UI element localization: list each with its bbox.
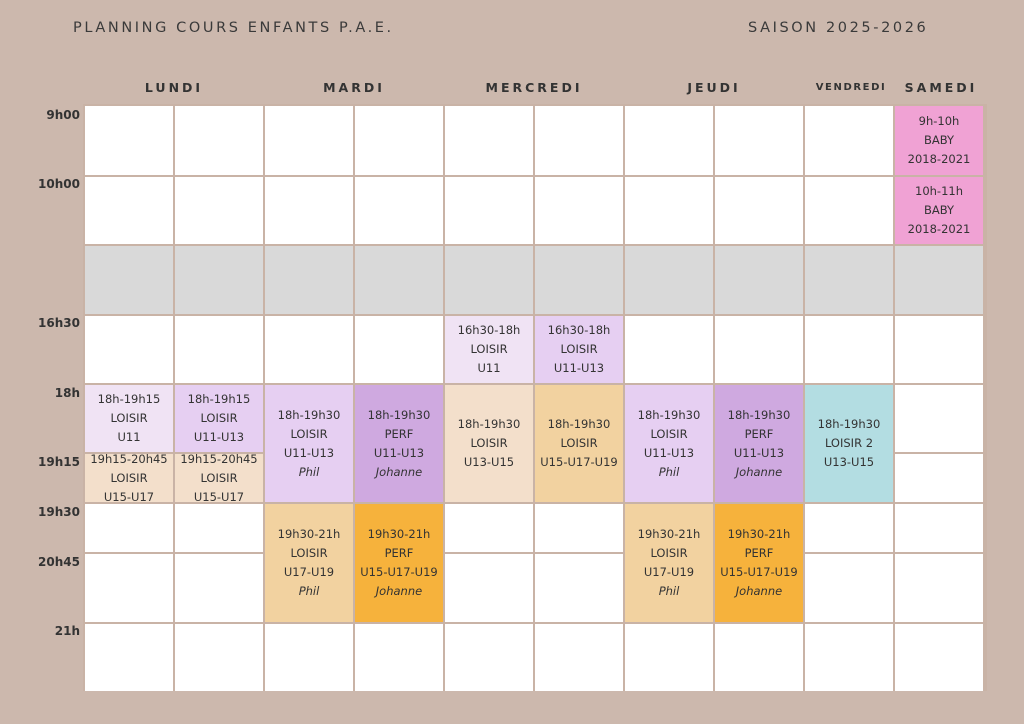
grid-cell bbox=[625, 316, 713, 383]
grid-cell bbox=[175, 177, 263, 244]
course-coach: Phil bbox=[298, 584, 320, 598]
grid-cell bbox=[895, 624, 983, 691]
course-block-mon-18-u11u13 bbox=[175, 385, 263, 452]
grid-cell bbox=[85, 554, 173, 622]
course-category: 2018-2021 bbox=[907, 222, 971, 236]
grid-cell bbox=[265, 316, 353, 383]
grid-cell bbox=[895, 504, 983, 552]
day-header-mardi: MARDI bbox=[323, 80, 385, 95]
course-category: U15-U17-U19 bbox=[360, 565, 438, 579]
course-time: 10h-11h bbox=[915, 184, 963, 198]
course-coach: Johanne bbox=[735, 584, 783, 598]
course-type: LOISIR 2 bbox=[824, 436, 874, 450]
grid-cell bbox=[265, 624, 353, 691]
course-block-wed-18-u15u19 bbox=[535, 385, 623, 502]
grid-cell bbox=[895, 316, 983, 383]
time-label-16h30: 16h30 bbox=[38, 316, 80, 330]
course-category: 2018-2021 bbox=[907, 152, 971, 166]
course-category: U15-U17 bbox=[103, 489, 155, 504]
course-block-tue-18-loisir bbox=[265, 385, 353, 502]
grid-cell bbox=[355, 106, 443, 175]
course-type: LOISIR bbox=[200, 470, 238, 485]
course-block-mon-1915-a bbox=[85, 451, 173, 504]
break-cell bbox=[175, 246, 263, 314]
time-label-19h30: 19h30 bbox=[38, 505, 80, 519]
grid-cell bbox=[715, 624, 803, 691]
course-block-mon-18-u11 bbox=[85, 385, 173, 452]
course-coach: Johanne bbox=[375, 464, 423, 479]
course-category: U11-U13 bbox=[193, 430, 245, 444]
course-category: U13-U15 bbox=[463, 455, 515, 469]
course-coach: Johanne bbox=[735, 464, 783, 479]
grid-cell bbox=[445, 504, 533, 552]
course-time: 19h15-20h45 bbox=[90, 451, 168, 466]
course-time: 18h-19h15 bbox=[187, 392, 251, 406]
course-type: BABY bbox=[923, 133, 955, 147]
day-header-samedi: SAMEDI bbox=[904, 80, 978, 95]
grid-cell bbox=[85, 624, 173, 691]
course-type: LOISIR bbox=[200, 411, 238, 425]
course-time: 18h-19h30 bbox=[277, 407, 341, 422]
course-category: U11-U13 bbox=[643, 445, 695, 460]
grid-cell bbox=[535, 504, 623, 552]
course-type: BABY bbox=[923, 203, 955, 217]
course-type: PERF bbox=[744, 426, 774, 441]
course-type: LOISIR bbox=[110, 470, 148, 485]
course-type: LOISIR bbox=[470, 342, 508, 356]
course-block-mon-1915-b bbox=[175, 451, 263, 504]
course-block-wed-1630-u11 bbox=[445, 316, 533, 383]
day-header-lundi: LUNDI bbox=[144, 80, 204, 95]
time-label-19h15: 19h15 bbox=[38, 455, 80, 469]
day-header-vendredi: VENDREDI bbox=[815, 82, 887, 93]
course-block-tue-1930-loisir bbox=[265, 504, 353, 622]
grid-cell bbox=[175, 316, 263, 383]
course-category: U11 bbox=[117, 430, 141, 444]
course-block-wed-1630-u11u13 bbox=[535, 316, 623, 383]
course-time: 18h-19h30 bbox=[817, 417, 881, 431]
grid-cell bbox=[805, 554, 893, 622]
grid-cell bbox=[85, 316, 173, 383]
grid-cell bbox=[715, 177, 803, 244]
grid-cell bbox=[895, 454, 983, 502]
grid-cell bbox=[355, 177, 443, 244]
course-category: U17-U19 bbox=[283, 565, 335, 579]
grid-cell bbox=[535, 106, 623, 175]
course-time: 9h-10h bbox=[918, 114, 960, 128]
grid-cell bbox=[445, 554, 533, 622]
course-time: 16h30-18h bbox=[547, 323, 611, 337]
course-category: U13-U15 bbox=[823, 455, 875, 469]
grid-cell bbox=[535, 624, 623, 691]
course-coach: Phil bbox=[658, 464, 680, 479]
course-block-sat-baby-9h bbox=[895, 106, 983, 175]
page-title: PLANNING COURS ENFANTS P.A.E. bbox=[73, 20, 394, 36]
course-type: PERF bbox=[744, 546, 774, 560]
break-cell bbox=[355, 246, 443, 314]
course-coach: Phil bbox=[298, 464, 320, 479]
time-label-21h: 21h bbox=[54, 624, 80, 638]
course-coach: Johanne bbox=[375, 584, 423, 598]
course-coach: Phil bbox=[658, 584, 680, 598]
course-time: 19h30-21h bbox=[277, 527, 341, 541]
course-block-thu-18-perf bbox=[715, 385, 803, 502]
break-cell bbox=[895, 246, 983, 314]
course-type: LOISIR bbox=[110, 411, 148, 425]
grid-cell bbox=[805, 106, 893, 175]
season-label: SAISON 2025-2026 bbox=[748, 20, 929, 36]
grid-cell bbox=[625, 106, 713, 175]
grid-cell bbox=[535, 554, 623, 622]
grid-cell bbox=[535, 177, 623, 244]
course-type: PERF bbox=[384, 426, 414, 441]
grid-cell bbox=[175, 554, 263, 622]
grid-cell bbox=[445, 106, 533, 175]
course-time: 18h-19h30 bbox=[367, 407, 431, 422]
break-cell bbox=[85, 246, 173, 314]
grid-cell bbox=[175, 624, 263, 691]
course-type: LOISIR bbox=[470, 436, 508, 450]
course-time: 19h30-21h bbox=[637, 527, 701, 541]
course-category: U11-U13 bbox=[283, 445, 335, 460]
grid-cell bbox=[715, 106, 803, 175]
break-cell bbox=[625, 246, 713, 314]
course-time: 19h30-21h bbox=[727, 527, 791, 541]
course-time: 16h30-18h bbox=[457, 323, 521, 337]
grid-cell bbox=[625, 177, 713, 244]
course-time: 19h15-20h45 bbox=[180, 451, 258, 466]
day-header-mercredi: MERCREDI bbox=[485, 80, 583, 95]
course-type: LOISIR bbox=[560, 436, 598, 450]
grid-cell bbox=[895, 554, 983, 622]
course-category: U11-U13 bbox=[373, 445, 425, 460]
course-category: U15-U17-U19 bbox=[540, 455, 618, 469]
time-label-20h45: 20h45 bbox=[38, 555, 80, 569]
grid-cell bbox=[85, 177, 173, 244]
course-block-tue-18-perf bbox=[355, 385, 443, 502]
grid-cell bbox=[805, 177, 893, 244]
grid-cell bbox=[85, 504, 173, 552]
schedule-grid bbox=[83, 104, 987, 691]
break-cell bbox=[535, 246, 623, 314]
grid-cell bbox=[805, 504, 893, 552]
course-block-thu-1930-loisir bbox=[625, 504, 713, 622]
course-time: 18h-19h30 bbox=[727, 407, 791, 422]
grid-cell bbox=[175, 504, 263, 552]
course-category: U15-U17 bbox=[193, 489, 245, 504]
course-type: LOISIR bbox=[650, 426, 688, 441]
course-time: 18h-19h30 bbox=[547, 417, 611, 431]
course-category: U15-U17-U19 bbox=[720, 565, 798, 579]
day-header-jeudi: JEUDI bbox=[687, 80, 741, 95]
grid-cell bbox=[85, 106, 173, 175]
course-block-sat-baby-10h bbox=[895, 177, 983, 244]
course-time: 18h-19h30 bbox=[637, 407, 701, 422]
course-type: LOISIR bbox=[650, 546, 688, 560]
course-block-thu-1930-perf bbox=[715, 504, 803, 622]
course-time: 18h-19h15 bbox=[97, 392, 161, 406]
course-block-thu-18-loisir bbox=[625, 385, 713, 502]
grid-cell bbox=[715, 316, 803, 383]
grid-cell bbox=[805, 624, 893, 691]
grid-cell bbox=[265, 106, 353, 175]
time-label-18h: 18h bbox=[54, 386, 80, 400]
grid-cell bbox=[805, 316, 893, 383]
break-cell bbox=[715, 246, 803, 314]
break-cell bbox=[265, 246, 353, 314]
course-type: LOISIR bbox=[290, 546, 328, 560]
course-type: PERF bbox=[384, 546, 414, 560]
grid-cell bbox=[445, 624, 533, 691]
course-category: U11 bbox=[477, 361, 501, 375]
course-block-fri-18-loisir2 bbox=[805, 385, 893, 502]
time-label-9h00: 9h00 bbox=[46, 108, 80, 122]
course-type: LOISIR bbox=[290, 426, 328, 441]
grid-cell bbox=[895, 385, 983, 452]
course-category: U11-U13 bbox=[553, 361, 605, 375]
grid-cell bbox=[175, 106, 263, 175]
course-time: 18h-19h30 bbox=[457, 417, 521, 431]
grid-cell bbox=[355, 624, 443, 691]
break-cell bbox=[445, 246, 533, 314]
course-block-wed-18-u13u15 bbox=[445, 385, 533, 502]
grid-cell bbox=[625, 624, 713, 691]
course-category: U11-U13 bbox=[733, 445, 785, 460]
course-block-tue-1930-perf bbox=[355, 504, 443, 622]
grid-cell bbox=[355, 316, 443, 383]
break-cell bbox=[805, 246, 893, 314]
time-label-10h00: 10h00 bbox=[38, 177, 80, 191]
grid-cell bbox=[265, 177, 353, 244]
course-type: LOISIR bbox=[560, 342, 598, 356]
course-category: U17-U19 bbox=[643, 565, 695, 579]
course-time: 19h30-21h bbox=[367, 527, 431, 541]
grid-cell bbox=[445, 177, 533, 244]
